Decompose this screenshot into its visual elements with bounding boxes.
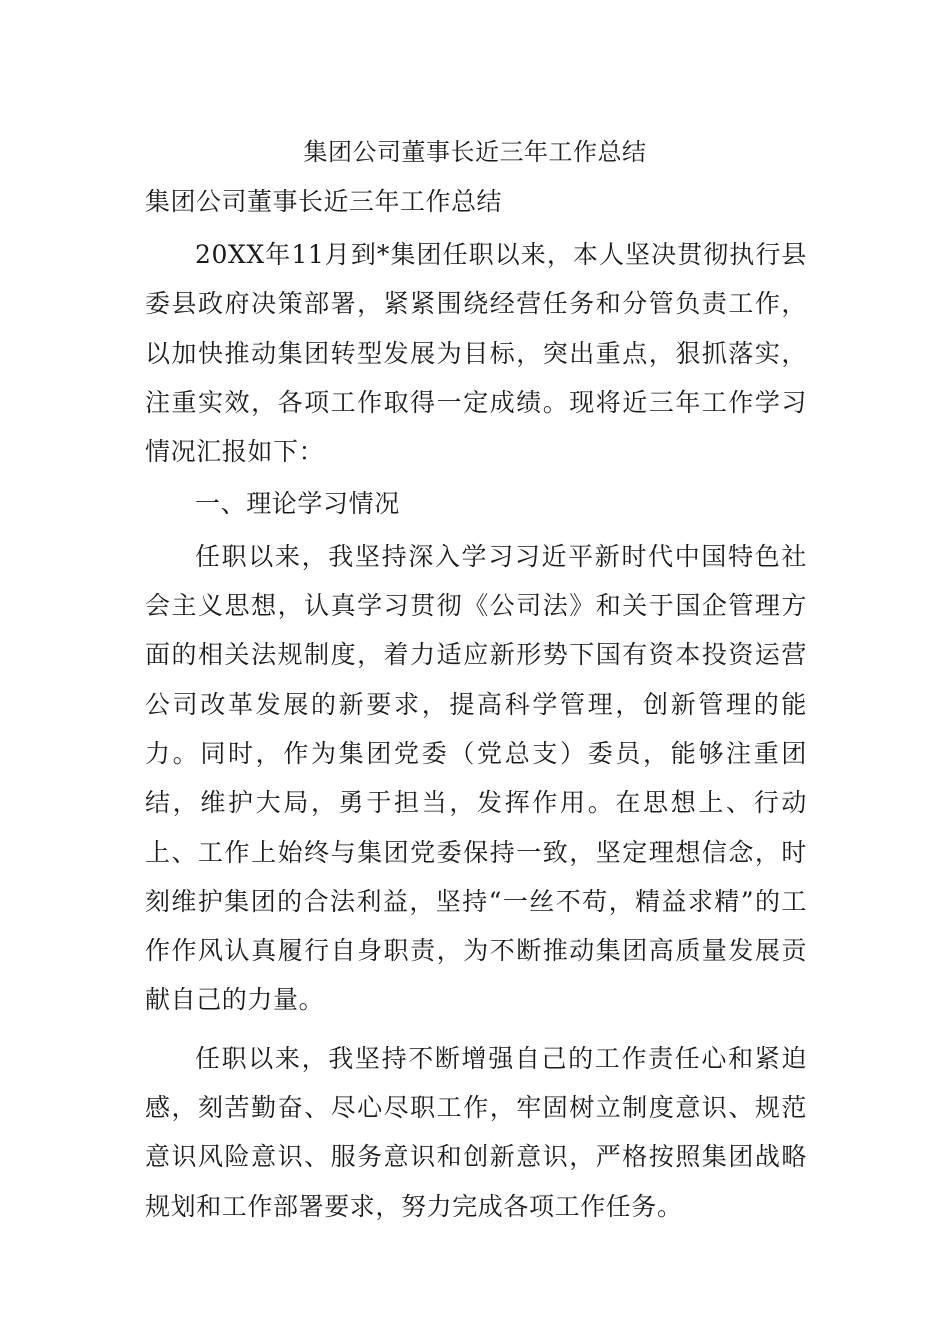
- document-body: [145, 230, 807, 1231]
- paragraph-intro: 20XX年11月到*集团任职以来，本人坚决贯彻执行县委县政府决策部署，紧紧围绕经营任务和分管负责工作，以加快推动集团转型发展为目标，突出重点，狠抓落实，注重实效，各项工作取得一定成绩。现将近三年工作学习情况汇报如下：: [145, 240, 807, 467]
- section-heading-theory-study: 一、理论学习情况: [195, 489, 400, 519]
- paragraph-theory-study: 任职以来，我坚持深入学习习近平新时代中国特色社会主义思想，认真学习贯彻《公司法》和关于国企管理方面的相关法规制度，着力适应新形势下国有资本投资运营公司改革发展的新要求，提高科学管理，创新管理的能力。同时，作为集团党委（党总支）委员，能够注重团结，维护大局，勇于担当，发挥作用。在思想上、行动上、工作上始终与集团党委保持一致，坚定理想信念，时刻维护集团的合法利益，坚持“一丝不苟，精益求精”的工作作风认真履行自身职责，为不断推动集团高质量发展贡献自己的力量。: [145, 541, 807, 1015]
- document-subtitle: 集团公司董事长近三年工作总结: [145, 187, 503, 216]
- paragraph-work-attitude: 任职以来，我坚持不断增强自己的工作责任心和紧迫感，刻苦勤奋、尽心尽职工作，牢固树立制度意识、规范意识风险意识、服务意识和创新意识，严格按照集团战略规划和工作部署要求，努力完成各项工作任务。: [145, 1043, 807, 1221]
- document-title: 集团公司董事长近三年工作总结: [303, 138, 647, 166]
